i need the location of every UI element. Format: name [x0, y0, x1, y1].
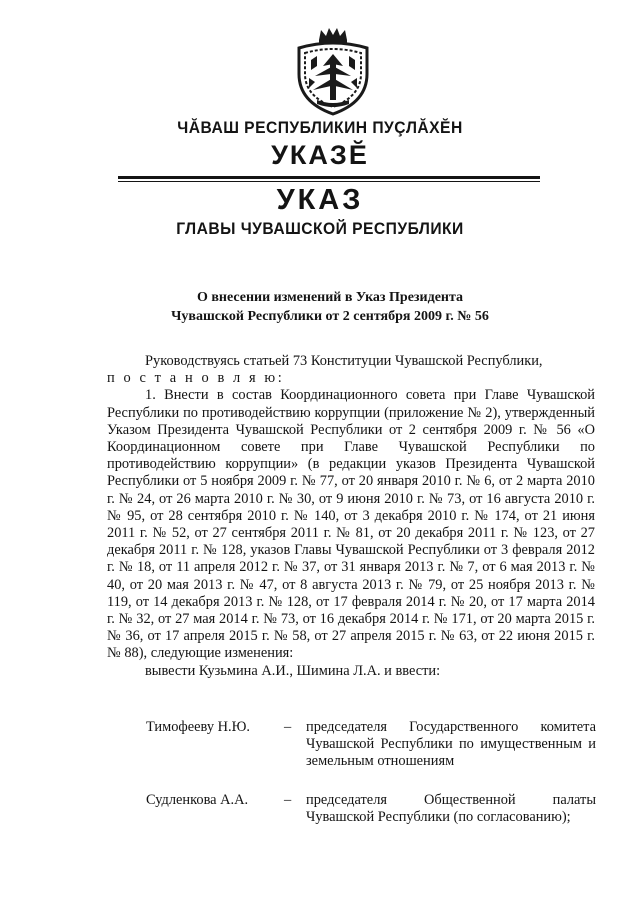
decree-word: п о с т а н о в л я ю: — [107, 370, 285, 387]
decree-subject — [120, 288, 540, 326]
coat-of-arms-icon — [291, 26, 375, 116]
header-divider-thick — [118, 176, 540, 179]
item-1-paragraph: 1. Внести в состав Координационного совета при Главе Чувашской Республики по противодействию коррупции (приложение № 2), утвержденный Указом Президента Чувашской Республики от 2 сентября 2009 г. № 56 «О Координационном совете при Главе Чувашской Республики по противодействию коррупции» (в редакции указов Президента Чувашской Республики от 5 ноября 2009 г. № 77, от 20 января 2010 г. № 6, от 2 марта 2010 г. № 24, от 26 марта 2010 г. № 30, от 9 июня 2010 г. № 73, от 16 августа 2010 г. № 95, от 28 сентября 2010 г. № 140, от 3 декабря 2010 г. № 174, от 21 июня 2011 г. № 52, от 27 сентября 2011 г. № 81, от 20 декабря 2011 г. № 123, от 27 декабря 2011 г. № 128, указов Главы Чувашской Республики от 3 февраля 2012 г. № 18, от 11 апреля 2012 г. № 37, от 31 января 2013 г. № 7, от 6 мая 2013 г. № 40, от 20 мая 2013 г. № 47, от 8 августа 2013 г. № 79, от 25 ноября 2013 г. № 119, от 14 декабря 2013 г. № 128, от 17 февраля 2014 г. № 20, от 17 марта 2014 г. № 32, от 27 мая 2014 г. № 73, от 16 декабря 2014 г. № 171, от 20 марта 2015 г. № 36, от 17 апреля 2015 г. № 58, от 27 апреля 2015 г. № 63, от 22 июня 2015 г. № 88), следующие изменения: — [107, 387, 595, 662]
member-role: председателя Общественной палаты Чувашской Республики (по согласованию); — [306, 792, 596, 826]
header-divider-thin — [118, 181, 540, 182]
issuer-title: ГЛАВЫ ЧУВАШСКОЙ РЕСПУБЛИКИ — [176, 219, 464, 238]
change-paragraph: вывести Кузьмина А.И., Шимина Л.А. и ввести: — [145, 662, 441, 679]
member-dash: – — [284, 792, 292, 808]
chuvash-title: ЧĂВАШ РЕСПУБЛИКИН ПУÇЛĂХĔН — [177, 118, 463, 137]
subject-line-1: О внесении изменений в Указ Президента — [196, 290, 464, 305]
member-role: председателя Государственного комитета Чувашской Республики по имущественным и земельным отношениям — [306, 719, 596, 770]
chuvash-coat-of-arms-icon — [291, 26, 375, 116]
decree-body — [107, 353, 595, 680]
member-name: Тимофееву Н.Ю. — [146, 719, 251, 735]
chuvash-ukaze-title: УКАЗĔ — [271, 140, 369, 170]
member-name: Судленкова А.А. — [146, 792, 249, 808]
subject-line-2: Чувашской Республики от 2 сентября 2009 г. № 56 — [171, 309, 489, 324]
member-dash: – — [284, 719, 292, 735]
intro-paragraph: Руководствуясь статьей 73 Конституции Чувашской Республики, — [145, 353, 543, 369]
ukaz-title: УКАЗ — [276, 184, 364, 216]
